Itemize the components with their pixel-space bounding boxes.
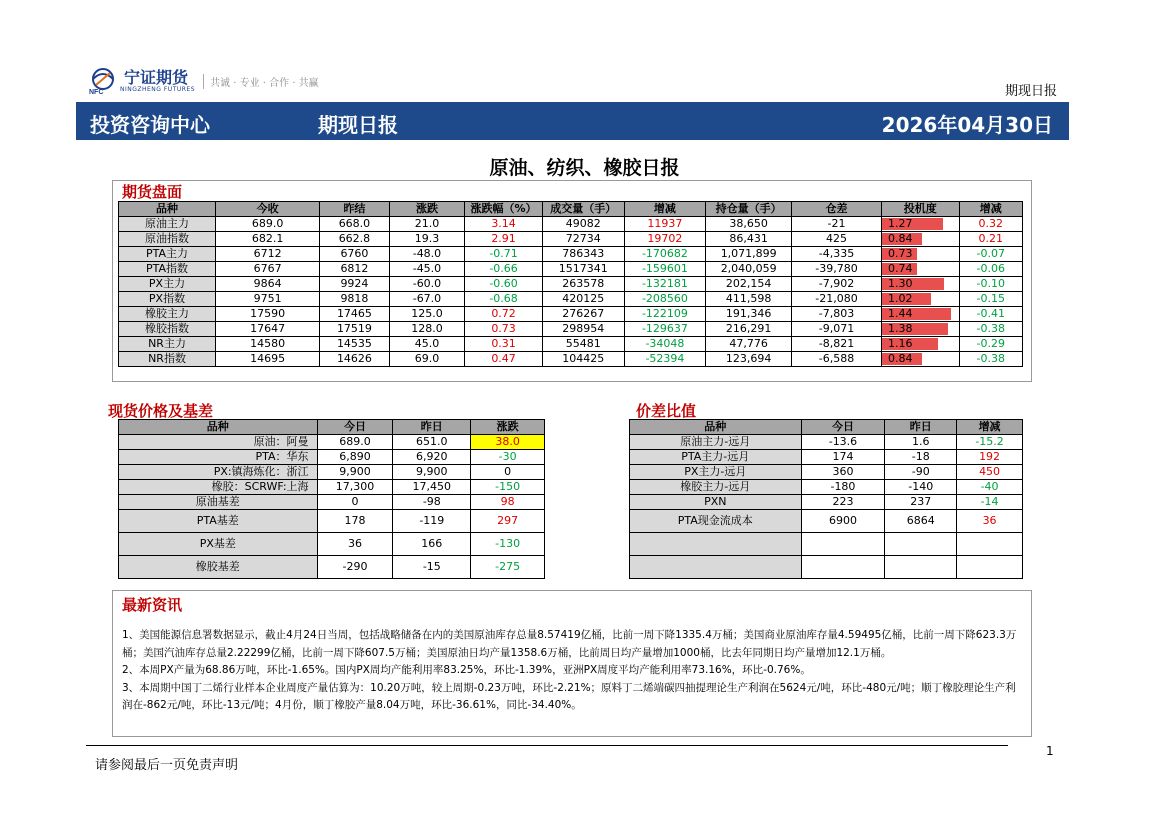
spec-value: 0.84	[887, 232, 913, 245]
volume-change: -129637	[624, 322, 706, 337]
today-value: 36	[317, 533, 393, 556]
volume-change: -34048	[624, 337, 706, 352]
prev-settle: 6812	[320, 262, 389, 277]
change-pct: -0.60	[465, 277, 543, 292]
open-interest: 86,431	[706, 232, 792, 247]
oi-diff: -9,071	[792, 322, 882, 337]
close-price: 689.0	[216, 217, 320, 232]
yesterday-value: 9,900	[393, 465, 471, 480]
row-name: PTA基差	[119, 510, 318, 533]
column-header: 增减	[957, 420, 1023, 435]
spread-header-row	[630, 420, 1023, 435]
row-name	[630, 533, 802, 556]
change-pct: -0.66	[465, 262, 543, 277]
report-date: 2026年04月30日	[881, 113, 1053, 137]
yesterday-value: 237	[885, 495, 957, 510]
today-value: 9,900	[317, 465, 393, 480]
volume-change: 19702	[624, 232, 706, 247]
row-name: 原油指数	[119, 232, 216, 247]
spec-change: -0.38	[959, 352, 1022, 367]
volume-change: -122109	[624, 307, 706, 322]
row-name: 原油基差	[119, 495, 318, 510]
table-row	[119, 495, 545, 510]
company-name: 宁证期货	[124, 67, 189, 87]
volume-change: -159601	[624, 262, 706, 277]
yesterday-value: -98	[393, 495, 471, 510]
today-value	[801, 533, 885, 556]
row-name	[630, 556, 802, 579]
today-value: 689.0	[317, 435, 393, 450]
table-row	[119, 232, 1023, 247]
open-interest: 1,071,899	[706, 247, 792, 262]
page-number: 1	[1046, 744, 1054, 758]
spec-cell	[881, 247, 959, 262]
page-title: 原油、纺织、橡胶日报	[489, 157, 680, 179]
header-banner	[76, 102, 1069, 140]
volume-change: -52394	[624, 352, 706, 367]
change: -45.0	[389, 262, 465, 277]
today-value: -180	[801, 480, 885, 495]
row-name: NR主力	[119, 337, 216, 352]
volume: 263578	[542, 277, 624, 292]
prev-settle: 17519	[320, 322, 389, 337]
change: 36	[957, 510, 1023, 533]
open-interest: 411,598	[706, 292, 792, 307]
prev-settle: 662.8	[320, 232, 389, 247]
table-row	[119, 247, 1023, 262]
close-price: 6712	[216, 247, 320, 262]
futures-section-title: 期货盘面	[122, 183, 183, 201]
row-name: PTA主力	[119, 247, 216, 262]
yesterday-value: 6864	[885, 510, 957, 533]
table-row	[119, 277, 1023, 292]
change: 38.0	[471, 435, 545, 450]
company-name-en: NINGZHENG FUTURES	[120, 85, 196, 93]
volume: 786343	[542, 247, 624, 262]
news-item: 1、美国能源信息署数据显示，截止4月24日当周，包括战略储备在内的美国原油库存总量8.57419亿桶，比前一周下降1335.4万桶；美国商业原油库存量4.59495亿桶，比前一周下降623.3万桶；美国汽油库存总量2.22299亿桶，比前一周下降607.5万桶；美国原油日均产量1358.6万桶，比前周日均产量增加1000桶，比去年同期日均产量增加12.1万桶。	[122, 629, 1017, 659]
column-header: 昨结	[320, 202, 389, 217]
volume: 72734	[542, 232, 624, 247]
table-row	[119, 556, 545, 579]
row-name: PX基差	[119, 533, 318, 556]
table-row	[119, 292, 1023, 307]
spec-change: -0.29	[959, 337, 1022, 352]
spec-value: 1.02	[887, 292, 913, 305]
row-name: 橡胶主力	[119, 307, 216, 322]
column-header: 今日	[801, 420, 885, 435]
row-name: NR指数	[119, 352, 216, 367]
change-pct: 2.91	[465, 232, 543, 247]
column-header: 增减	[624, 202, 706, 217]
spec-cell	[881, 292, 959, 307]
oi-diff: 425	[792, 232, 882, 247]
table-row	[119, 352, 1023, 367]
change: 98	[471, 495, 545, 510]
column-header: 品种	[119, 202, 216, 217]
row-name: 原油主力	[119, 217, 216, 232]
table-row	[119, 322, 1023, 337]
disclaimer: 请参阅最后一页免责声明	[95, 758, 239, 773]
today-value	[801, 556, 885, 579]
prev-settle: 9924	[320, 277, 389, 292]
change: -15.2	[957, 435, 1023, 450]
yesterday-value: 1.6	[885, 435, 957, 450]
row-name: PTA：华东	[119, 450, 318, 465]
row-name: PX主力	[119, 277, 216, 292]
change: 125.0	[389, 307, 465, 322]
table-row	[119, 510, 545, 533]
column-header: 涨跌幅（%）	[465, 202, 543, 217]
table-row	[630, 480, 1023, 495]
spec-change: 0.21	[959, 232, 1022, 247]
change: 21.0	[389, 217, 465, 232]
spread-table	[629, 419, 1023, 579]
table-row	[119, 262, 1023, 277]
today-value: -290	[317, 556, 393, 579]
change-pct: -0.68	[465, 292, 543, 307]
oi-diff: -7,803	[792, 307, 882, 322]
table-row	[119, 307, 1023, 322]
spot-section-title: 现货价格及基差	[108, 402, 214, 420]
volume: 49082	[542, 217, 624, 232]
spec-cell	[881, 352, 959, 367]
change-pct: 0.31	[465, 337, 543, 352]
table-row	[119, 337, 1023, 352]
change: 19.3	[389, 232, 465, 247]
close-price: 17590	[216, 307, 320, 322]
spec-value: 1.27	[887, 217, 913, 230]
spec-change: -0.15	[959, 292, 1022, 307]
table-row	[119, 465, 545, 480]
today-value: 6,890	[317, 450, 393, 465]
column-header: 仓差	[792, 202, 882, 217]
spec-cell	[881, 277, 959, 292]
close-price: 14695	[216, 352, 320, 367]
open-interest: 216,291	[706, 322, 792, 337]
today-value: 178	[317, 510, 393, 533]
column-header: 今收	[216, 202, 320, 217]
globe-logo-icon	[86, 67, 120, 95]
spec-value: 0.84	[887, 352, 913, 365]
futures-header-row	[119, 202, 1023, 217]
open-interest: 38,650	[706, 217, 792, 232]
row-name: 原油：阿曼	[119, 435, 318, 450]
column-header: 今日	[317, 420, 393, 435]
today-value: 17,300	[317, 480, 393, 495]
today-value: 360	[801, 465, 885, 480]
yesterday-value: 17,450	[393, 480, 471, 495]
row-name: PTA现金流成本	[630, 510, 802, 533]
change: 0	[471, 465, 545, 480]
table-row	[119, 217, 1023, 232]
yesterday-value: -90	[885, 465, 957, 480]
open-interest: 47,776	[706, 337, 792, 352]
spec-change: -0.41	[959, 307, 1022, 322]
column-header: 投机度	[881, 202, 959, 217]
yesterday-value: -140	[885, 480, 957, 495]
oi-diff: -4,335	[792, 247, 882, 262]
column-header: 昨日	[393, 420, 471, 435]
change: 192	[957, 450, 1023, 465]
footer-divider	[86, 745, 1008, 746]
open-interest: 191,346	[706, 307, 792, 322]
row-name: PTA主力-远月	[630, 450, 802, 465]
prev-settle: 17465	[320, 307, 389, 322]
change-pct: 0.47	[465, 352, 543, 367]
open-interest: 123,694	[706, 352, 792, 367]
prev-settle: 6760	[320, 247, 389, 262]
yesterday-value: -119	[393, 510, 471, 533]
table-row	[119, 533, 545, 556]
column-header: 涨跌	[389, 202, 465, 217]
row-name: 橡胶：SCRWF:上海	[119, 480, 318, 495]
volume: 55481	[542, 337, 624, 352]
spec-value: 1.44	[887, 307, 913, 320]
volume: 104425	[542, 352, 624, 367]
column-header: 持仓量（手）	[706, 202, 792, 217]
volume: 298954	[542, 322, 624, 337]
row-name: PX主力-远月	[630, 465, 802, 480]
column-header: 品种	[119, 420, 318, 435]
column-header: 增减	[959, 202, 1022, 217]
slogan: 共诚 · 专业 · 合作 · 共赢	[203, 74, 319, 89]
spread-section-title: 价差比值	[636, 402, 697, 420]
change: -60.0	[389, 277, 465, 292]
row-name: 原油主力-远月	[630, 435, 802, 450]
close-price: 17647	[216, 322, 320, 337]
open-interest: 2,040,059	[706, 262, 792, 277]
spec-cell	[881, 322, 959, 337]
column-header: 成交量（手）	[542, 202, 624, 217]
change	[957, 533, 1023, 556]
yesterday-value	[885, 556, 957, 579]
change: -275	[471, 556, 545, 579]
table-row	[630, 435, 1023, 450]
change: 128.0	[389, 322, 465, 337]
spec-value: 1.38	[887, 322, 913, 335]
volume-change: 11937	[624, 217, 706, 232]
prev-settle: 668.0	[320, 217, 389, 232]
volume: 1517341	[542, 262, 624, 277]
row-name: PX:镇海炼化：浙江	[119, 465, 318, 480]
change: -67.0	[389, 292, 465, 307]
spec-value: 0.73	[887, 247, 913, 260]
oi-diff: -39,780	[792, 262, 882, 277]
row-name: 橡胶主力-远月	[630, 480, 802, 495]
close-price: 6767	[216, 262, 320, 277]
spot-header-row	[119, 420, 545, 435]
yesterday-value: 166	[393, 533, 471, 556]
oi-diff: -21	[792, 217, 882, 232]
today-value: -13.6	[801, 435, 885, 450]
spec-cell	[881, 217, 959, 232]
news-section-title: 最新资讯	[122, 596, 183, 614]
change: -48.0	[389, 247, 465, 262]
volume-change: -132181	[624, 277, 706, 292]
change	[957, 556, 1023, 579]
change: 297	[471, 510, 545, 533]
spec-change: 0.32	[959, 217, 1022, 232]
today-value: 6900	[801, 510, 885, 533]
table-row	[630, 510, 1023, 533]
table-row	[630, 465, 1023, 480]
change-pct: 0.72	[465, 307, 543, 322]
today-value: 174	[801, 450, 885, 465]
table-row	[630, 450, 1023, 465]
spot-table	[118, 419, 545, 579]
volume: 420125	[542, 292, 624, 307]
change-pct: -0.71	[465, 247, 543, 262]
volume-change: -170682	[624, 247, 706, 262]
news-item: 2、本周PX产量为68.86万吨，环比-1.65%。国内PX周均产能利用率83.25%，环比-1.39%，亚洲PX周度平均产能利用率73.16%，环比-0.76%。	[122, 664, 811, 676]
prev-settle: 14535	[320, 337, 389, 352]
row-name: 橡胶基差	[119, 556, 318, 579]
oi-diff: -6,588	[792, 352, 882, 367]
spec-change: -0.06	[959, 262, 1022, 277]
spec-change: -0.07	[959, 247, 1022, 262]
spec-cell	[881, 307, 959, 322]
yesterday-value	[885, 533, 957, 556]
table-row	[119, 435, 545, 450]
spec-value: 1.16	[887, 337, 913, 350]
dept-name: 投资咨询中心	[90, 113, 210, 137]
table-row	[119, 480, 545, 495]
close-price: 14580	[216, 337, 320, 352]
spec-cell	[881, 337, 959, 352]
yesterday-value: -15	[393, 556, 471, 579]
company-logo	[86, 66, 319, 96]
change: 450	[957, 465, 1023, 480]
row-name: PX指数	[119, 292, 216, 307]
table-row	[119, 450, 545, 465]
change: -130	[471, 533, 545, 556]
news-list	[122, 627, 1022, 715]
yesterday-value: 651.0	[393, 435, 471, 450]
spec-cell	[881, 262, 959, 277]
change: -14	[957, 495, 1023, 510]
table-row	[630, 556, 1023, 579]
news-item: 3、本周期中国丁二烯行业样本企业周度产量估算为：10.20万吨，较上周期-0.23万吨，环比-2.21%；原料丁二烯端碳四抽提理论生产利润在5624元/吨，环比-480元/吨；顺丁橡胶理论生产利润在-862元/吨，环比-13元/吨；4月份，顺丁橡胶产量8.04万吨，环比-36.61%，同比-34.40%。	[122, 681, 1016, 711]
prev-settle: 14626	[320, 352, 389, 367]
today-value: 0	[317, 495, 393, 510]
column-header: 昨日	[885, 420, 957, 435]
report-type: 期现日报	[318, 113, 398, 137]
close-price: 682.1	[216, 232, 320, 247]
futures-table	[118, 201, 1023, 367]
svg-text:NFC: NFC	[89, 89, 104, 95]
oi-diff: -7,902	[792, 277, 882, 292]
row-name: PTA指数	[119, 262, 216, 277]
spec-value: 0.74	[887, 262, 913, 275]
oi-diff: -21,080	[792, 292, 882, 307]
row-name: 橡胶指数	[119, 322, 216, 337]
report-type-top: 期现日报	[1004, 84, 1057, 99]
column-header: 涨跌	[471, 420, 545, 435]
change: -30	[471, 450, 545, 465]
change-pct: 0.73	[465, 322, 543, 337]
spec-change: -0.10	[959, 277, 1022, 292]
open-interest: 202,154	[706, 277, 792, 292]
spec-change: -0.38	[959, 322, 1022, 337]
row-name: PXN	[630, 495, 802, 510]
volume-change: -208560	[624, 292, 706, 307]
change: -150	[471, 480, 545, 495]
change: 69.0	[389, 352, 465, 367]
change: 45.0	[389, 337, 465, 352]
change: -40	[957, 480, 1023, 495]
table-row	[630, 495, 1023, 510]
change-pct: 3.14	[465, 217, 543, 232]
oi-diff: -8,821	[792, 337, 882, 352]
volume: 276267	[542, 307, 624, 322]
prev-settle: 9818	[320, 292, 389, 307]
yesterday-value: 6,920	[393, 450, 471, 465]
spec-cell	[881, 232, 959, 247]
yesterday-value: -18	[885, 450, 957, 465]
close-price: 9864	[216, 277, 320, 292]
column-header: 品种	[630, 420, 802, 435]
spec-value: 1.30	[887, 277, 913, 290]
table-row	[630, 533, 1023, 556]
today-value: 223	[801, 495, 885, 510]
close-price: 9751	[216, 292, 320, 307]
